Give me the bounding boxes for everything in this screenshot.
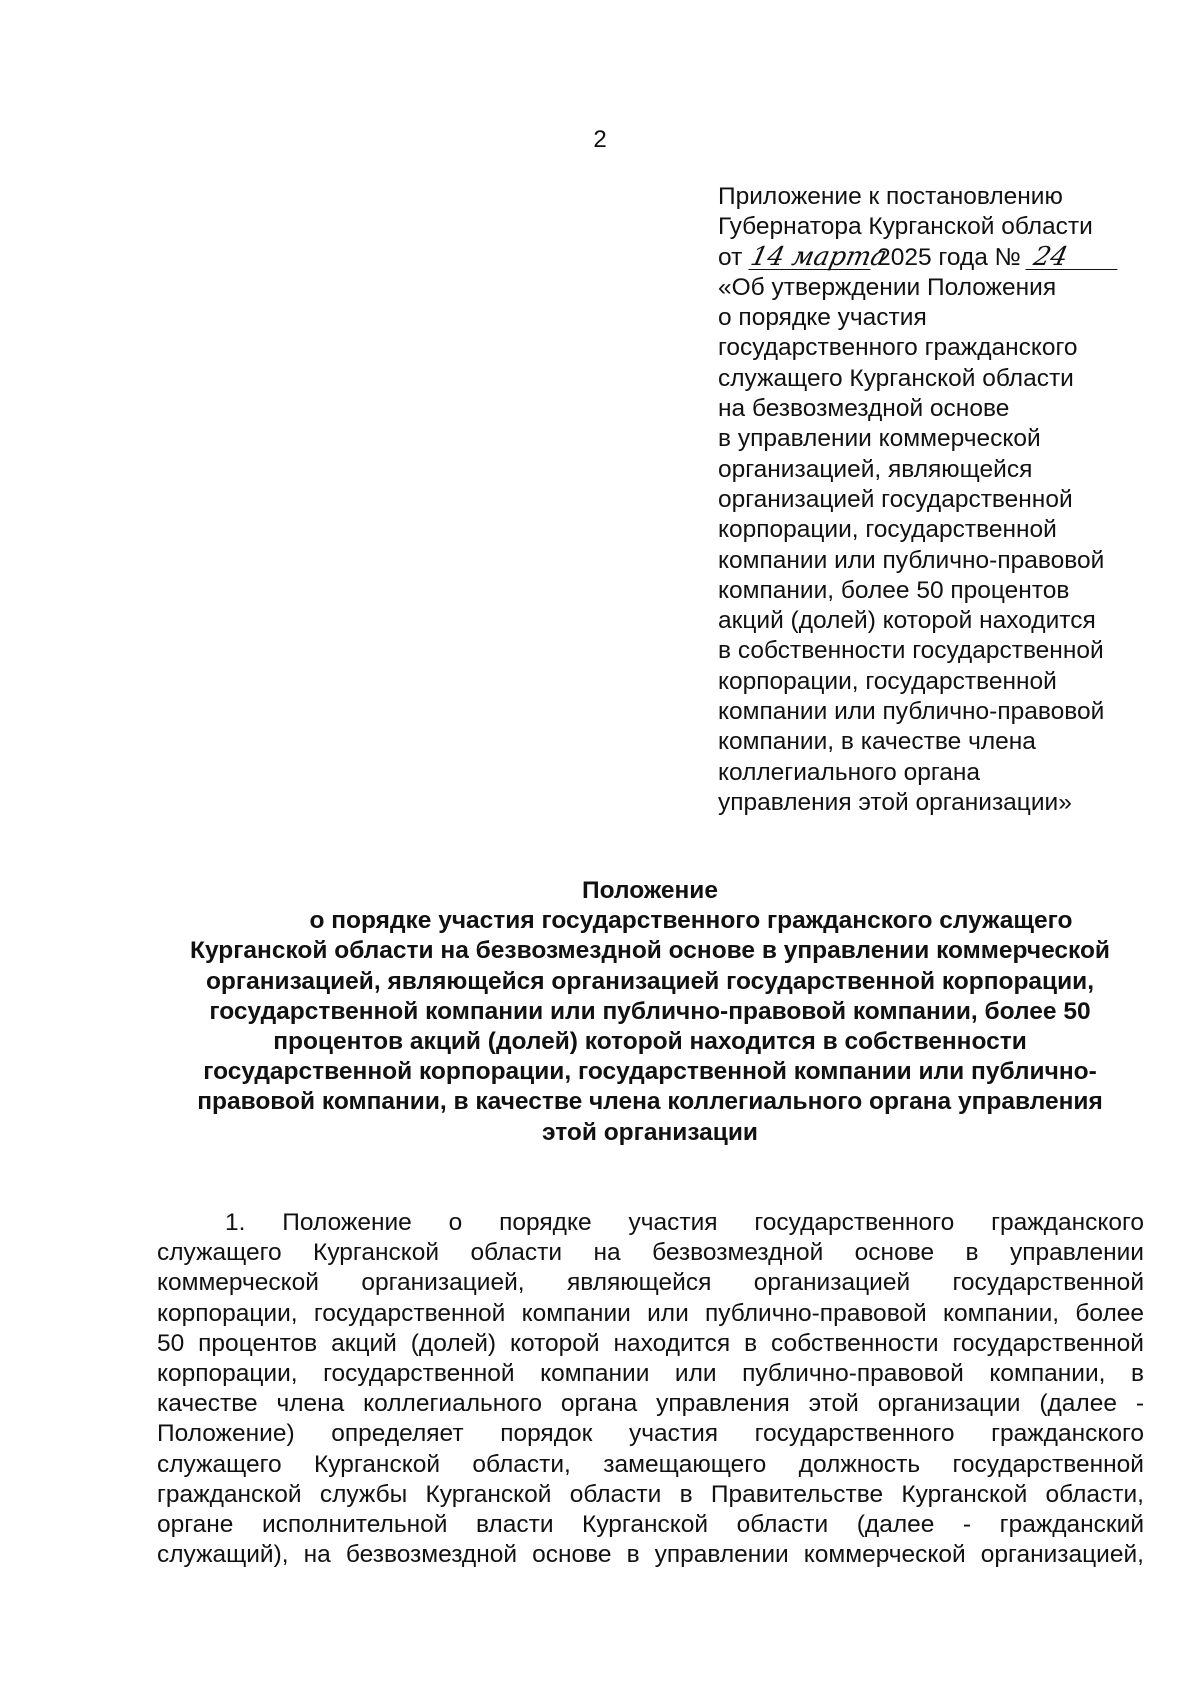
appendix-header (718, 182, 1138, 818)
appendix-line: на безвозмездной основе (718, 395, 1010, 423)
appendix-line: акций (долей) которой находится (718, 607, 1096, 635)
page-number: 2 (593, 126, 607, 153)
body-line: 1. Положение о порядке участия государственного гражданского (225, 1209, 1144, 1236)
appendix-line: организацией государственной (718, 485, 1073, 513)
body-paragraph (157, 1208, 1144, 1570)
handwritten-number: 24 (1025, 245, 1122, 270)
appendix-line: служащего Курганской области (718, 364, 1074, 392)
title-line: о порядке участия государственного гражданского служащего (309, 907, 1073, 935)
body-line: Положение) определяет порядок участия государственного гражданского (157, 1420, 1144, 1448)
appendix-date-line (718, 243, 1138, 273)
appendix-line: компании или публично-правовой (718, 546, 1105, 574)
body-line: корпорации, государственной компании или публично-правовой компании, более (157, 1299, 1144, 1327)
body-line: корпорации, государственной компании или публично-правовой компании, в (157, 1359, 1144, 1387)
title-line: государственной корпорации, государственной компании или публично- (203, 1058, 1097, 1086)
date-year: 2025 года № (877, 243, 1021, 271)
appendix-line: о порядке участия (718, 304, 927, 332)
title-line: Положение (581, 877, 718, 904)
appendix-line: компании или публично-правовой (718, 698, 1105, 726)
title-line: организацией, являющейся организацией государственной корпорации, (205, 967, 1095, 995)
body-line: служащего Курганской области на безвозмездной основе в управлении (157, 1239, 1144, 1267)
appendix-line: Губернатора Курганской области (718, 213, 1093, 241)
appendix-line: управления этой организации» (718, 788, 1072, 816)
date-prefix: от (718, 243, 743, 271)
body-line: гражданской службы Курганской области в Правительстве Курганской области, (157, 1480, 1144, 1508)
appendix-line: Приложение к постановлению (718, 183, 1063, 210)
appendix-line: корпорации, государственной (718, 667, 1057, 695)
appendix-line: в управлении коммерческой (718, 425, 1041, 453)
title-line: процентов акций (долей) которой находится в собственности (273, 1028, 1027, 1056)
body-line: 50 процентов акций (долей) которой находится в собственности государственной (157, 1329, 1144, 1357)
title-line: этой организации (541, 1118, 758, 1146)
body-line: органе исполнительной власти Курганской области (далее - гражданский (157, 1510, 1144, 1538)
handwritten-date: 14 марта (748, 241, 890, 272)
appendix-line: компании, в качестве члена (718, 728, 1036, 756)
appendix-line: «Об утверждении Положения (718, 273, 1057, 301)
body-line: служащего Курганской области, замещающего должность государственной (157, 1450, 1144, 1478)
document-title (120, 876, 1180, 1148)
body-line: качестве члена коллегиального органа управления этой организации (далее - (157, 1390, 1144, 1418)
appendix-line: корпорации, государственной (718, 516, 1057, 544)
appendix-line: организацией, являющейся (718, 455, 1033, 483)
appendix-line: коллегиального органа (718, 758, 981, 786)
body-line: служащий), на безвозмездной основе в управлении коммерческой организацией, (157, 1541, 1144, 1569)
appendix-line: в собственности государственной (718, 637, 1104, 665)
title-line: государственной компании или публично-правовой компании, более 50 (209, 997, 1091, 1025)
title-line: правовой компании, в качестве члена коллегиального органа управления (197, 1088, 1103, 1116)
appendix-line: компании, более 50 процентов (718, 576, 1070, 604)
appendix-line: государственного гражданского (718, 334, 1078, 362)
body-line: коммерческой организацией, являющейся организацией государственной (157, 1269, 1144, 1297)
title-line: Курганской области на безвозмездной основе в управлении коммерческой (190, 937, 1110, 965)
